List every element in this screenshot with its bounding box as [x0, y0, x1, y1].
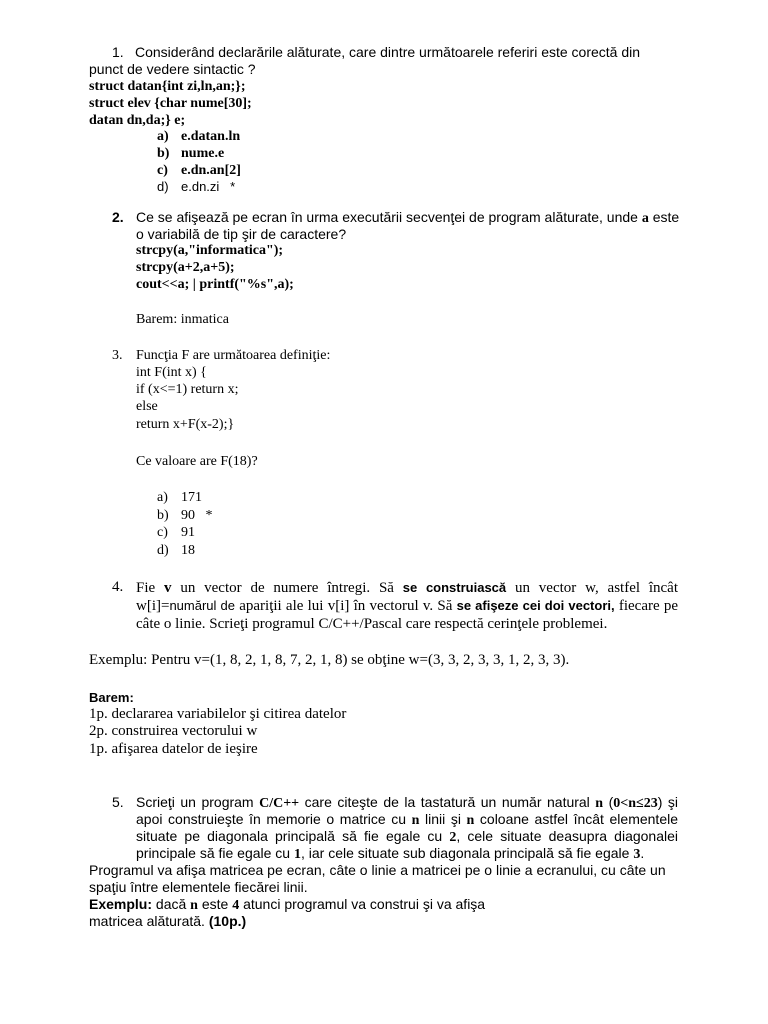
- q5-emph: 0<n≤23: [613, 796, 658, 811]
- q5-text-line2: [136, 811, 678, 829]
- q5-text: apoi construieşte în memorie o matrice cu: [136, 811, 412, 827]
- q2-text-b: este: [648, 209, 680, 225]
- q3-option-text: 91: [181, 525, 195, 540]
- q5-text: dacă: [152, 896, 191, 912]
- q5-var-n: n: [466, 813, 475, 828]
- q5-text: principale să fie egale cu: [136, 845, 294, 861]
- q5-text: care citeşte de la tastatură un număr natural: [299, 794, 596, 810]
- q1-code-line: struct elev {char nume[30];: [89, 96, 252, 111]
- q3-code-line: else: [136, 399, 158, 414]
- q1-option-letter: b): [157, 146, 170, 161]
- q5-text-line6: spaţiu între elementele fiecărei linii.: [89, 879, 308, 895]
- q4-text: w[i]=: [136, 598, 170, 614]
- q5-emph: 3: [633, 847, 641, 862]
- q5-emph: 2: [449, 830, 457, 845]
- q2-barem: Barem: inmatica: [136, 312, 229, 327]
- q2-number: 2.: [112, 209, 124, 225]
- q3-option-letter: d): [157, 543, 169, 558]
- q5-text: , cele situate deasupra diagonalei: [456, 828, 679, 844]
- q2-var-a: a: [641, 211, 649, 226]
- q2-text-line1: [136, 209, 679, 227]
- q3-number: 3.: [112, 348, 123, 363]
- q1-option-letter: d): [157, 179, 169, 194]
- q5-text: .: [640, 845, 645, 861]
- q4-var-v: v: [164, 580, 172, 596]
- q5-text: (: [603, 794, 614, 810]
- q4-text: un vector w, astfel încât: [506, 580, 678, 596]
- q5-text: , iar cele situate sub diagonala principală să fie egale: [301, 845, 634, 861]
- q5-text-line1: [136, 794, 678, 812]
- q5-number: 5.: [112, 794, 124, 810]
- q5-text: situate pe diagonala principală să fie egale cu: [136, 828, 450, 844]
- q1-option-text: nume.e: [181, 146, 225, 161]
- q3-option-letter: b): [157, 508, 169, 523]
- q2-text-line2: o variabilă de tip şir de caractere?: [136, 226, 347, 242]
- q3-option-letter: c): [157, 525, 168, 540]
- q2-text-a: Ce se afişează pe ecran în urma executării secvenţei de program alăturate, unde: [136, 209, 642, 225]
- q1-code-line: datan dn,da;} e;: [89, 113, 186, 128]
- q5-text: linii şi: [419, 811, 467, 827]
- q4-text: apariţii ale lui v[i] în vectorul v. Să: [234, 598, 457, 614]
- q1-option-text: e.dn.zi *: [181, 179, 236, 194]
- q4-example: Exemplu: Pentru v=(1, 8, 2, 1, 8, 7, 2, 1, 8) se obţine w=(3, 3, 2, 3, 3, 1, 2, 3, 3).: [89, 652, 570, 668]
- q5-var-n: n: [190, 898, 198, 913]
- q1-text-line2: punct de vedere sintactic ?: [89, 61, 256, 77]
- q4-emph: se afişeze cei doi vectori,: [456, 598, 615, 613]
- q1-option-text: e.datan.ln: [181, 129, 241, 144]
- q4-emph: se construiască: [402, 580, 507, 595]
- q2-code-line: cout<<a; | printf("%s",a);: [136, 277, 294, 292]
- q3-option-letter: a): [157, 490, 168, 505]
- q5-example-line: [89, 896, 485, 914]
- q5-text-line5: Programul va afişa matricea pe ecran, câte o linie a matricei pe o linie a ecranului, cu câte un: [89, 862, 666, 878]
- q3-code-line: return x+F(x-2);}: [136, 417, 235, 432]
- q5-text: ) şi: [657, 794, 678, 810]
- q5-text: atunci programul va construi şi va afişa: [239, 896, 486, 912]
- q4-text: un vector de numere întregi. Să: [171, 580, 403, 596]
- q5-emph: 1: [294, 847, 301, 862]
- q5-var-n: n: [595, 796, 604, 811]
- q5-text: Scrieţi un program: [136, 794, 260, 810]
- q4-barem-item: 2p. construirea vectorului w: [89, 723, 258, 739]
- q3-question: Ce valoare are F(18)?: [136, 454, 258, 469]
- q4-text-line2: [136, 597, 678, 615]
- q3-option-text: 90 *: [181, 508, 213, 523]
- q5-text-line3: [136, 828, 678, 846]
- q5-emph: 4: [232, 898, 240, 913]
- q3-option-text: 18: [181, 543, 195, 558]
- q1-option-letter: c): [157, 163, 168, 178]
- q4-fie: Fie: [136, 580, 164, 596]
- q4-text: fiecare pe: [614, 598, 679, 614]
- q4-number: 4.: [112, 579, 124, 595]
- q3-option-text: 171: [181, 490, 202, 505]
- q2-code-line: strcpy(a,"informatica");: [136, 243, 284, 258]
- q3-code-line: int F(int x) {: [136, 365, 207, 380]
- q5-points: (10p.): [208, 913, 247, 929]
- q5-var-n: n: [411, 813, 420, 828]
- q3-code-line: if (x<=1) return x;: [136, 382, 239, 397]
- q1-code-line: struct datan{int zi,ln,an;};: [89, 79, 246, 94]
- q5-text: matricea alăturată.: [89, 913, 209, 929]
- q5-emph: C/C++: [259, 796, 300, 811]
- q5-example-label: Exemplu:: [89, 896, 153, 912]
- q5-example-line2: [89, 913, 246, 930]
- q5-text-line4: [136, 845, 644, 863]
- q4-barem-item: 1p. declararea variabilelor şi citirea datelor: [89, 706, 347, 722]
- q1-text-line1: Considerând declarările alăturate, care dintre următoarele referiri este corectă din: [135, 44, 641, 60]
- q1-number: 1.: [112, 44, 124, 60]
- q5-text: coloane astfel încât elementele: [474, 811, 679, 827]
- q4-text-line1: [136, 579, 678, 597]
- q1-option-letter: a): [157, 129, 169, 144]
- q4-barem-title: Barem:: [89, 690, 134, 705]
- q3-text: Funcţia F are următoarea definiţie:: [136, 348, 331, 363]
- q5-text: este: [197, 896, 233, 912]
- q4-emph: numărul de: [169, 598, 235, 613]
- q4-barem-item: 1p. afişarea datelor de ieşire: [89, 741, 258, 757]
- q2-code-line: strcpy(a+2,a+5);: [136, 260, 235, 275]
- q1-option-text: e.dn.an[2]: [181, 163, 241, 178]
- q4-text-line3: câte o linie. Scrieţi programul C/C++/Pascal care respectă cerinţele problemei.: [136, 616, 608, 632]
